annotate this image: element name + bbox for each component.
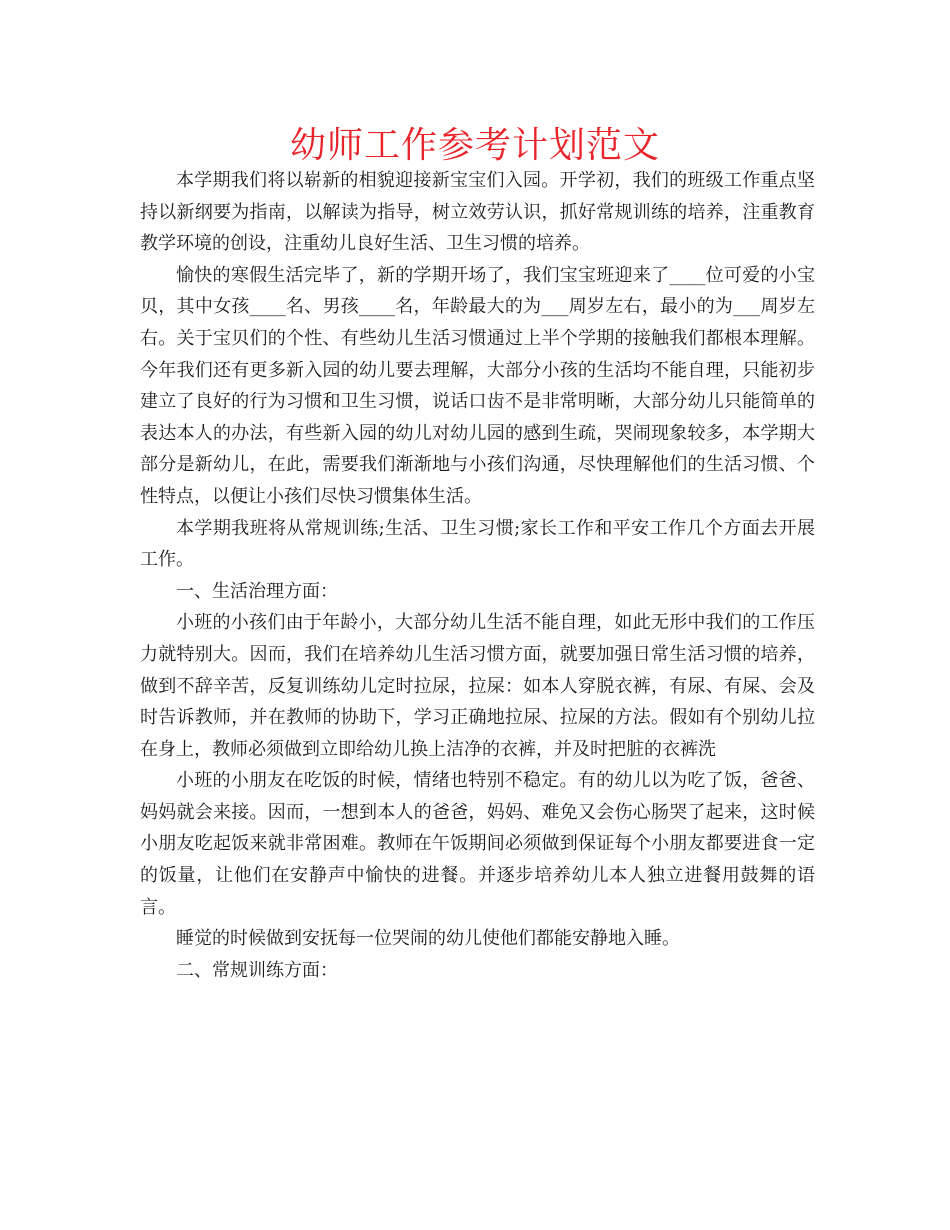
paragraph-life-habits: 小班的小孩们由于年龄小，大部分幼儿生活不能自理，如此无形中我们的工作压力就特别大。因而，我们在培养幼儿生活习惯方面，就要加强日常生活习惯的培养，做到不辞辛苦，反复训练幼儿定时拉尿，拉屎：如本人穿脱衣裤，有尿、有屎、会及时告诉教师，并在教师的协助下，学习正确地拉尿、拉屎的方法。假如有个别幼儿拉在身上，教师必须做到立即给幼儿换上洁净的衣裤，并及时把脏的衣裤洗 [140, 612, 815, 760]
paragraph-naptime: 睡觉的时候做到安抚每一位哭闹的幼儿使他们都能安静地入睡。 [176, 928, 680, 950]
paragraph-class-overview: 愉快的寒假生活完毕了，新的学期开场了，我们宝宝班迎来了____位可爱的小宝贝，其中女孩____名、男孩____名，年龄最大的为___周岁左右，最小的为___周岁左右。关于宝贝们的个性、有些幼儿生活习惯通过上半个学期的接触我们都根本理解。今年我们还有更多新入园的幼儿要去理解，大部分小孩的生活均不能自理，只能初步建立了良好的行为习惯和卫生习惯，说话口齿不是非常明晰，大部分幼儿只能简单的表达本人的办法，有些新入园的幼儿对幼儿园的感到生疏，哭闹现象较多，本学期大部分是新幼儿，在此，需要我们渐渐地与小孩们沟通，尽快理解他们的生活习惯、个性特点，以便让小孩们尽快习惯集体生活。 [140, 264, 815, 507]
document-title: 幼师工作参考计划范文 [289, 125, 660, 166]
section-heading-life-management: 一、生活治理方面： [176, 580, 338, 602]
paragraph-mealtime: 小班的小朋友在吃饭的时候，情绪也特别不稳定。有的幼儿以为吃了饭，爸爸、妈妈就会来接。因而，一想到本人的爸爸，妈妈、难免又会伤心肠哭了起来，这时候小朋友吃起饭来就非常困难。教师在午饭期间必须做到保证每个小朋友都要进食一定的饭量，让他们在安静声中愉快的进餐。并逐步培养幼儿本人独立进餐用鼓舞的语言。 [140, 770, 815, 918]
document-body [140, 165, 815, 986]
paragraph-work-areas: 本学期我班将从常规训练;生活、卫生习惯;家长工作和平安工作几个方面去开展工作。 [140, 517, 815, 571]
section-heading-routine-training: 二、常规训练方面： [176, 959, 338, 981]
paragraph-intro: 本学期我们将以崭新的相貌迎接新宝宝们入园。开学初，我们的班级工作重点坚持以新纲要为指南，以解读为指导，树立效劳认识，抓好常规训练的培养，注重教育教学环境的创设，注重幼儿良好生活、卫生习惯的培养。 [140, 170, 815, 255]
